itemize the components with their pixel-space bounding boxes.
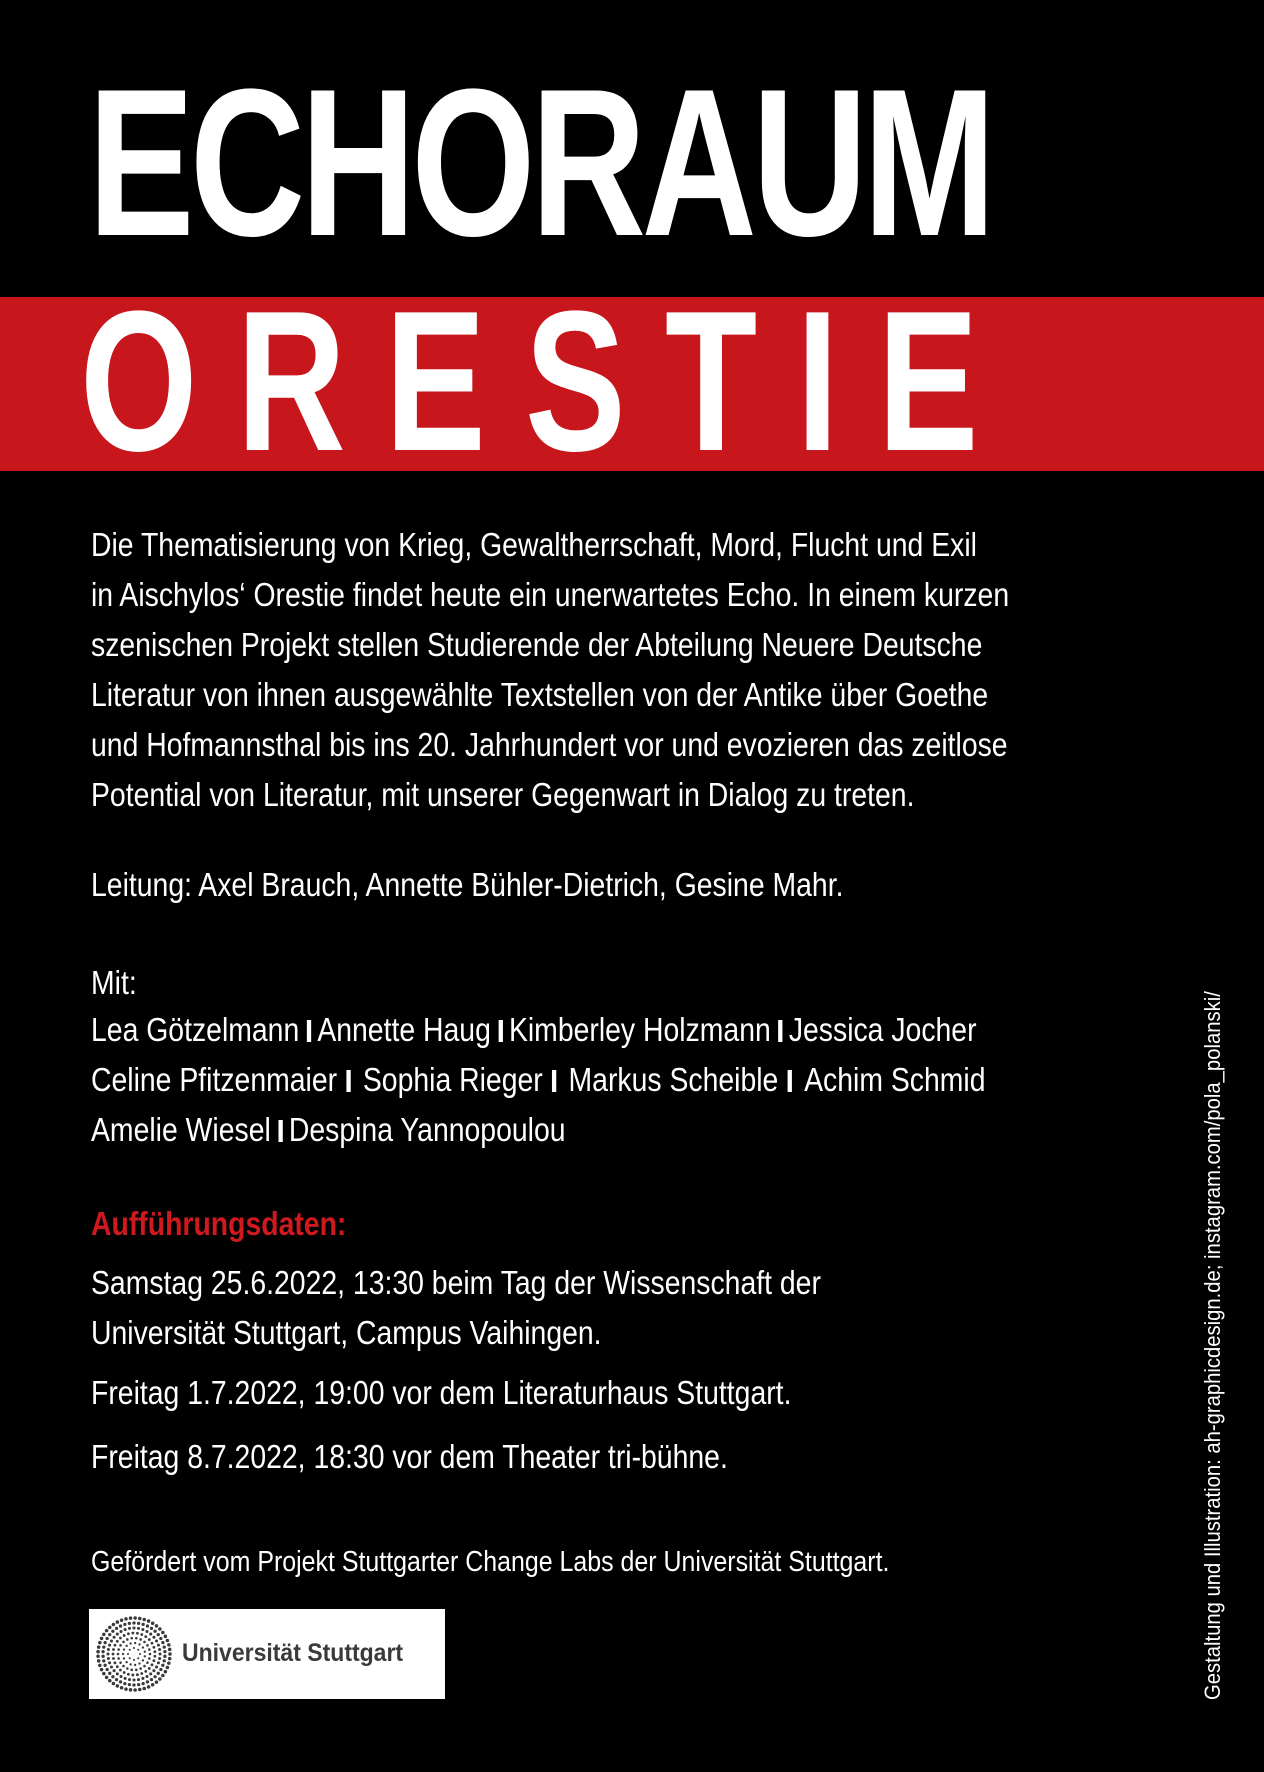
funding-note: Gefördert vom Projekt Stuttgarter Change Labs der Universität Stuttgart. [91, 1546, 890, 1578]
cast-member: Achim Schmid [804, 1061, 986, 1098]
logo-dot [116, 1672, 119, 1675]
logo-dot [146, 1644, 149, 1647]
logo-dot [168, 1652, 172, 1656]
logo-dot [122, 1653, 124, 1655]
logo-dot [151, 1683, 155, 1687]
logo-dot [161, 1664, 164, 1667]
logo-dot [129, 1657, 131, 1659]
logo-dot [122, 1641, 125, 1644]
logo-dot [124, 1628, 127, 1631]
logo-dot [147, 1619, 151, 1623]
intro-line: in Aischylos‘ Orestie findet heute ein unerwartetes Echo. In einem kurzen [91, 576, 1010, 613]
logo-dot [102, 1633, 106, 1637]
logo-dot [158, 1657, 161, 1660]
logo-dot [117, 1648, 120, 1651]
logo-dot [100, 1668, 104, 1672]
logo-dot [116, 1684, 120, 1688]
logo-dot [139, 1667, 142, 1670]
logo-dot [164, 1670, 168, 1674]
logo-dot [163, 1659, 166, 1662]
logo-dot [106, 1637, 109, 1640]
cast-member: Sophia Rieger [362, 1061, 543, 1098]
logo-dot [141, 1682, 144, 1685]
logo-dot [107, 1648, 110, 1651]
intro-paragraph [91, 520, 1111, 820]
logo-dot [153, 1675, 156, 1678]
logo-dot [112, 1653, 115, 1656]
date-line: Freitag 1.7.2022, 19:00 vor dem Literaturhaus Stuttgart. [91, 1374, 792, 1411]
logo-dot [146, 1680, 149, 1683]
logo-dot [126, 1638, 129, 1641]
logo-dot [157, 1661, 160, 1664]
logo-dot [102, 1645, 105, 1648]
logo-dot [119, 1637, 122, 1640]
logo-dot [151, 1663, 154, 1666]
logo-dot [145, 1630, 148, 1633]
university-dot-mark-icon [95, 1615, 173, 1693]
logo-dot [142, 1659, 144, 1661]
logo-dot [144, 1635, 147, 1638]
logo-dot [125, 1661, 127, 1663]
logo-dot [130, 1669, 133, 1672]
logo-dot [153, 1650, 156, 1653]
logo-dot [100, 1637, 104, 1641]
university-logo [89, 1609, 445, 1699]
logo-dot [129, 1649, 131, 1651]
title-echoraum: ECHORAUM [88, 45, 992, 280]
logo-dot [138, 1688, 142, 1692]
logo-dot [143, 1665, 146, 1668]
logo-dot [116, 1640, 119, 1643]
logo-dot [133, 1688, 137, 1692]
logo-dot [124, 1617, 128, 1621]
separator-bar [279, 1120, 283, 1142]
logo-dot [167, 1643, 171, 1647]
logo-dot [103, 1664, 106, 1667]
logo-dot [150, 1678, 153, 1681]
logo-dot [144, 1655, 146, 1657]
logo-dot [138, 1662, 140, 1664]
logo-dot [144, 1651, 146, 1653]
cast-line [91, 1105, 1111, 1155]
separator-bar [788, 1070, 792, 1092]
logo-dot [116, 1633, 119, 1636]
logo-dot [132, 1626, 135, 1629]
logo-dot [155, 1624, 159, 1628]
logo-dot [119, 1669, 122, 1672]
logo-dot [132, 1683, 135, 1686]
logo-dot [128, 1678, 131, 1681]
logo-dot [168, 1657, 172, 1661]
cast-member: Kimberley Holzmann [508, 1011, 771, 1048]
logo-dot [98, 1664, 102, 1668]
logo-dot [132, 1678, 135, 1681]
logo-dot [159, 1668, 162, 1671]
logo-dot [96, 1650, 100, 1654]
logo-dot [120, 1686, 124, 1690]
logo-dot [161, 1674, 165, 1678]
logo-dot [148, 1638, 151, 1641]
logo-dot [110, 1665, 113, 1668]
separator-bar [499, 1020, 503, 1042]
logo-dot [127, 1653, 129, 1655]
logo-dot [114, 1661, 117, 1664]
leitung-line: Leitung: Axel Brauch, Annette Bühler-Dietrich, Gesine Mahr. [91, 866, 844, 903]
logo-dot [143, 1641, 146, 1644]
logo-dot [119, 1624, 122, 1627]
logo-dot [144, 1670, 147, 1673]
logo-dot [108, 1672, 111, 1675]
logo-dot [155, 1680, 159, 1684]
logo-dot [120, 1618, 124, 1622]
cast-list [91, 1005, 1111, 1155]
logo-dot [149, 1633, 152, 1636]
logo-dot [147, 1685, 151, 1689]
logo-dot [128, 1622, 131, 1625]
logo-dot [138, 1643, 140, 1645]
logo-dot [119, 1630, 122, 1633]
logo-dot [108, 1644, 111, 1647]
university-name: Universität Stuttgart [182, 1639, 404, 1667]
logo-dot [152, 1646, 155, 1649]
logo-dot [108, 1633, 111, 1636]
logo-dot [116, 1620, 120, 1624]
logo-dot [142, 1687, 146, 1691]
logo-dot [152, 1636, 155, 1639]
logo-dot [112, 1657, 115, 1660]
logo-dot [117, 1657, 120, 1660]
logo-dot [119, 1675, 122, 1678]
logo-dot [149, 1653, 152, 1656]
performance-date [91, 1368, 1111, 1418]
logo-dot [133, 1616, 137, 1620]
logo-dot [111, 1630, 114, 1633]
logo-dot [135, 1637, 138, 1640]
logo-dot [123, 1657, 125, 1659]
logo-dot [116, 1665, 119, 1668]
logo-dot [155, 1639, 158, 1642]
logo-dot [108, 1626, 112, 1630]
logo-dot [141, 1628, 144, 1631]
cast-member: Celine Pfitzenmaier [91, 1061, 338, 1098]
logo-dot [167, 1661, 171, 1665]
logo-dot [149, 1672, 152, 1675]
logo-dot [166, 1639, 170, 1643]
logo-dot [158, 1627, 162, 1631]
logo-dot [129, 1663, 131, 1665]
logo-dot [133, 1647, 135, 1649]
logo-dot [115, 1627, 118, 1630]
separator-bar [779, 1020, 783, 1042]
logo-dot [127, 1673, 130, 1676]
logo-dot [135, 1669, 138, 1672]
logo-dot [157, 1644, 160, 1647]
logo-dot [102, 1672, 106, 1676]
logo-dot [131, 1674, 134, 1677]
logo-dot [137, 1627, 140, 1630]
logo-dot [117, 1653, 120, 1656]
performance-date [91, 1432, 1111, 1482]
logo-dot [142, 1646, 144, 1648]
cast-line [91, 1005, 1111, 1055]
logo-dot [97, 1645, 101, 1649]
logo-dot [151, 1642, 154, 1645]
separator-bar [347, 1070, 351, 1092]
logo-dot [106, 1652, 109, 1655]
logo-dot [129, 1688, 133, 1692]
logo-dot [119, 1680, 122, 1683]
logo-dot [138, 1617, 142, 1621]
cast-member: Jessica Jocher [788, 1011, 977, 1048]
date-line: Universität Stuttgart, Campus Vaihingen. [91, 1314, 602, 1351]
logo-dot [148, 1657, 151, 1660]
date-line: Freitag 8.7.2022, 18:30 vor dem Theater tri-bühne. [91, 1438, 728, 1475]
logo-dot [163, 1645, 166, 1648]
cast-label: Mit: [91, 964, 137, 1001]
logo-dot [129, 1642, 131, 1644]
logo-dot [113, 1636, 116, 1639]
design-credit [1200, 700, 1226, 1700]
logo-dot [153, 1630, 156, 1633]
logo-dot [112, 1623, 116, 1627]
intro-line: Potential von Literatur, mit unserer Gegenwart in Dialog zu treten. [91, 776, 915, 813]
intro-line: und Hofmannsthal bis ins 20. Jahrhundert vor und evozieren das zeitlose [91, 726, 1008, 763]
separator-bar [552, 1070, 556, 1092]
logo-dot [127, 1632, 130, 1635]
logo-dot [141, 1623, 144, 1626]
logo-dot [98, 1641, 102, 1645]
logo-dot [158, 1677, 162, 1681]
cast-member: Annette Haug [317, 1011, 491, 1048]
logo-dot [148, 1648, 151, 1651]
cast-member: Lea Götzelmann [91, 1011, 300, 1048]
logo-dot [112, 1682, 116, 1686]
logo-dot [119, 1644, 122, 1647]
logo-dot [137, 1657, 139, 1659]
logo-dot [134, 1664, 136, 1666]
cast-member: Despina Yannopoulou [288, 1111, 566, 1148]
logo-dot [137, 1622, 140, 1625]
logo-dot [152, 1669, 155, 1672]
date-line: Samstag 25.6.2022, 13:30 beim Tag der Wissenschaft der [91, 1264, 821, 1301]
logo-dot [128, 1683, 131, 1686]
logo-dot [137, 1683, 140, 1686]
logo-dot [108, 1661, 111, 1664]
design-credit-text: Gestaltung und Illustration: ah-graphicdesign.de; instagram.com/pola_polanski/ [1200, 991, 1225, 1700]
logo-dot [102, 1659, 105, 1662]
logo-dot [128, 1627, 131, 1630]
logo-dot [122, 1665, 125, 1668]
separator-bar [307, 1020, 311, 1042]
logo-dot [129, 1616, 133, 1620]
logo-dot [124, 1677, 127, 1680]
logo-dot [119, 1661, 122, 1664]
performance-date [91, 1258, 1111, 1358]
logo-dot [111, 1675, 114, 1678]
logo-dot [148, 1667, 151, 1670]
logo-dot [136, 1632, 139, 1635]
logo-dot [101, 1650, 104, 1653]
logo-dot [159, 1637, 162, 1640]
logo-dot [105, 1629, 109, 1633]
intro-line: szenischen Projekt stellen Studierende der Abteilung Neuere Deutsche [91, 626, 983, 663]
cast-line [91, 1055, 1111, 1105]
logo-dot [112, 1648, 115, 1651]
logo-dot [123, 1623, 126, 1626]
logo-dot [110, 1639, 113, 1642]
logo-dot [166, 1666, 170, 1670]
logo-dot [161, 1631, 165, 1635]
logo-dot [96, 1655, 100, 1659]
cast-member: Markus Scheible [568, 1061, 779, 1098]
logo-dot [130, 1637, 133, 1640]
logo-dot [140, 1672, 143, 1675]
logo-dot [137, 1649, 139, 1651]
logo-dot [142, 1618, 146, 1622]
intro-line: Die Thematisierung von Krieg, Gewaltherrschaft, Mord, Flucht und Exil [91, 526, 977, 563]
logo-dot [158, 1652, 161, 1655]
logo-dot [131, 1632, 134, 1635]
logo-dot [139, 1638, 142, 1641]
logo-dot [115, 1678, 118, 1681]
logo-dot [161, 1641, 164, 1644]
logo-dot [153, 1655, 156, 1658]
logo-dot [141, 1677, 144, 1680]
logo-dot [146, 1624, 149, 1627]
logo-dot [163, 1655, 166, 1658]
logo-dot [126, 1667, 129, 1670]
logo-dot [103, 1641, 106, 1644]
logo-dot [134, 1642, 136, 1644]
logo-dot [151, 1621, 155, 1625]
title-orestie: ORESTIE [80, 270, 1018, 493]
logo-dot [106, 1668, 109, 1671]
logo-dot [157, 1633, 160, 1636]
logo-dot [163, 1650, 166, 1653]
logo-dot [133, 1659, 135, 1661]
cast-member: Amelie Wiesel [91, 1111, 271, 1148]
logo-dot [132, 1621, 135, 1624]
logo-dot [125, 1645, 127, 1647]
logo-dot [146, 1661, 149, 1664]
logo-dot [123, 1648, 125, 1650]
dates-heading: Aufführungsdaten: [91, 1205, 347, 1242]
logo-dot [137, 1678, 140, 1681]
logo-dot [114, 1644, 117, 1647]
logo-dot [168, 1648, 172, 1652]
logo-dot [155, 1665, 158, 1668]
logo-dot [107, 1657, 110, 1660]
logo-dot [136, 1673, 139, 1676]
logo-dot [157, 1672, 160, 1675]
logo-dot [105, 1676, 109, 1680]
logo-dot [140, 1633, 143, 1636]
logo-dot [108, 1679, 112, 1683]
logo-dot [113, 1669, 116, 1672]
logo-dot [145, 1675, 148, 1678]
logo-dot [164, 1635, 168, 1639]
logo-dot [158, 1648, 161, 1651]
logo-dot [123, 1682, 126, 1685]
logo-dot [152, 1659, 155, 1662]
logo-dot [97, 1659, 101, 1663]
logo-dot [123, 1671, 126, 1674]
logo-dot [123, 1634, 126, 1637]
logo-dot [101, 1655, 104, 1658]
logo-dot [150, 1627, 153, 1630]
intro-line: Literatur von ihnen ausgewählte Textstellen von der Antike über Goethe [91, 676, 989, 713]
logo-dot [139, 1653, 141, 1655]
logo-dot [124, 1687, 128, 1691]
